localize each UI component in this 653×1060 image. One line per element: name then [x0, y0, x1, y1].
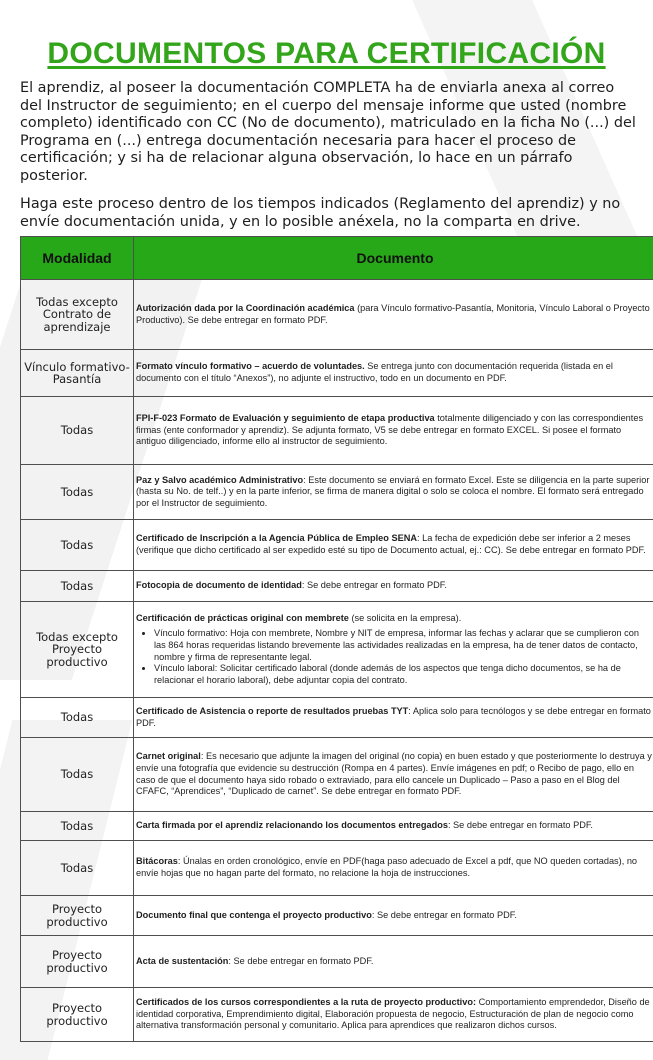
modalidad-cell: Todas	[21, 520, 134, 571]
documento-cell	[134, 602, 653, 698]
table-row	[21, 896, 653, 936]
document-description: totalmente diligenciado y con las correspondientes firmas (ente conformador y aprendiz). Se adjunta formato, V5 se debe entregar en formato EXCEL. Si posee el formato antiguo diligenciado, informe ello al instructor de seguimiento.	[136, 413, 643, 446]
documento-cell	[134, 936, 653, 988]
modalidad-cell: Proyecto productivo	[21, 936, 134, 988]
documents-table	[20, 236, 653, 1042]
modalidad-cell: Todas excepto Contrato de aprendizaje	[21, 280, 134, 350]
documento-cell	[134, 812, 653, 841]
table-header-row	[21, 237, 653, 280]
modalidad-cell: Todas excepto Proyecto productivo	[21, 602, 134, 698]
table-row	[21, 738, 653, 812]
documento-cell	[134, 397, 653, 465]
document-description: Comportamiento emprendedor, Diseño de identidad corporativa, Emprendimiento digital, Elaboración propuesta de negocio, Estructuración de plan de negocio como alternativa transformación personal y comunitario. Aplica para aprendices que realizaron dichos cursos.	[136, 997, 650, 1030]
document-name: Carnet original	[136, 751, 201, 761]
table-row	[21, 465, 653, 520]
table-row	[21, 280, 653, 350]
modalidad-cell: Todas	[21, 841, 134, 896]
document-name: Autorización dada por la Coordinación académica	[136, 303, 355, 313]
requirements-list	[136, 628, 652, 686]
documento-cell	[134, 465, 653, 520]
table-row	[21, 698, 653, 738]
document-description: : Se debe entregar en formato PDF.	[448, 820, 593, 830]
document-name: Certificación de prácticas original con membrete	[136, 613, 349, 623]
document-name: Formato vínculo formativo – acuerdo de voluntades.	[136, 361, 365, 371]
table-row	[21, 350, 653, 397]
documento-cell	[134, 571, 653, 602]
document-description: : Se debe entregar en formato PDF.	[372, 910, 517, 920]
document-description: : La fecha de expedición debe ser inferior a 2 meses (verifique que dicho certificado al ser expedido esté su tipo de Documento actual, ej.: CC). Se debe entregar en formato PDF.	[136, 533, 646, 555]
modalidad-cell: Proyecto productivo	[21, 988, 134, 1042]
modalidad-cell: Todas	[21, 698, 134, 738]
document-description: : Se debe entregar en formato PDF.	[302, 580, 447, 590]
modalidad-cell: Proyecto productivo	[21, 896, 134, 936]
document-name: Documento final que contenga el proyecto productivo	[136, 910, 372, 920]
document-name: Carta firmada por el aprendiz relacionando los documentos entregados	[136, 820, 448, 830]
modalidad-cell: Todas	[21, 465, 134, 520]
modalidad-cell: Todas	[21, 812, 134, 841]
document-description: (para Vínculo formativo-Pasantía, Monitoria, Vínculo Laboral o Proyecto Productivo). Se debe entregar en formato PDF.	[136, 303, 650, 325]
document-description: Se entrega junto con documentación requerida (listada en el documento con el título “Anexos”), no adjunte el instructivo, todo en un documento en PDF.	[136, 361, 613, 383]
document-name: Paz y Salvo académico Administrativo	[136, 475, 303, 485]
column-header-documento: Documento	[134, 237, 653, 280]
document-description: : Se debe entregar en formato PDF.	[228, 956, 373, 966]
documento-cell	[134, 350, 653, 397]
document-description: : Es necesario que adjunte la imagen del original (no copia) en buen estado y que posteriormente lo destruya y envíe una fotografía que evidencie su destrucción (Rompa en 4 partes). Envíe imágenes en pdf; o Recibo de pago, ello en caso de que el documento haya sido robado o extraviado, para ello cancele un Duplicado – Paso a paso en el Blog del CFAFC, “Aprendices”, “Duplicado de carnet”. Se debe entregar en formato PDF.	[136, 751, 652, 796]
table-row	[21, 520, 653, 571]
page-title: DOCUMENTOS PARA CERTIFICACIÓN	[0, 36, 653, 72]
modalidad-cell: Vínculo formativo-Pasantía	[21, 350, 134, 397]
document-name: Bitácoras	[136, 856, 178, 866]
table-row	[21, 602, 653, 698]
document-description: : Únalas en orden cronológico, envíe en PDF(haga paso adecuado de Excel a pdf, que NO queden cortadas), no envíe hojas que no hagan parte del formato, no relacione la hoja de instrucciones.	[136, 856, 637, 878]
document-description: : Este documento se enviará en formato Excel. Este se diligencia en la parte superior (hasta su No. de telf..) y en la parte inferior, se firma de manera digital o solo se coloca el nombre. El formato será entregado por el Instructor de seguimiento.	[136, 475, 649, 508]
document-name: FPI-F-023 Formato de Evaluación y seguimiento de etapa productiva	[136, 413, 435, 423]
documento-cell	[134, 698, 653, 738]
document-name: Certificado de Asistencia o reporte de resultados pruebas TYT	[136, 706, 408, 716]
column-header-modalidad: Modalidad	[21, 237, 134, 280]
document-name: Certificados de los cursos correspondientes a la ruta de proyecto productivo:	[136, 997, 476, 1007]
document-description: (se solicita en la empresa).	[349, 613, 461, 623]
table-row	[21, 841, 653, 896]
table-row	[21, 397, 653, 465]
document-description: : Aplica solo para tecnólogos y se debe entregar en formato PDF.	[136, 706, 651, 728]
intro-paragraph-note: Haga este proceso dentro de los tiempos indicados (Reglamento del aprendiz) y no envíe documentación unida, y en lo posible anéxela, no la comparta en drive.	[20, 196, 640, 231]
document-name: Acta de sustentación	[136, 956, 228, 966]
documento-cell	[134, 738, 653, 812]
modalidad-cell: Todas	[21, 397, 134, 465]
list-item: • Vínculo formativo: Hoja con membrete, Nombre y NIT de empresa, informar las fechas y aclarar que se cumplieron con las 864 horas requeridas listando brevemente las actividades realizadas en la empresa, ha de tener datos de contacto, nombre y firma de representante legal.	[154, 628, 652, 663]
documento-cell	[134, 841, 653, 896]
modalidad-cell: Todas	[21, 738, 134, 812]
documento-cell	[134, 988, 653, 1042]
documento-cell	[134, 520, 653, 571]
intro-paragraph: El aprendiz, al poseer la documentación COMPLETA ha de enviarla anexa al correo del Instructor de seguimiento; en el cuerpo del mensaje informe que usted (nombre completo) identificado con CC (No de documento), matriculado en la ficha No (...) del Programa en (...) entrega documentación necesaria para hacer el proceso de certificación; y si ha de relacionar alguna observación, lo hace en un párrafo posterior.	[20, 80, 640, 186]
document-name: Certificado de Inscripción a la Agencia Pública de Empleo SENA	[136, 533, 417, 543]
document-name: Fotocopia de documento de identidad	[136, 580, 302, 590]
table-row	[21, 988, 653, 1042]
table-row	[21, 936, 653, 988]
modalidad-cell: Todas	[21, 571, 134, 602]
documento-cell	[134, 896, 653, 936]
documento-cell	[134, 280, 653, 350]
table-row	[21, 812, 653, 841]
list-item: • Vínculo laboral: Solicitar certificado laboral (donde además de los aspectos que tenga dicho documentos, se ha de relacionar el horario laboral), debe adjuntar copia del contrato.	[154, 663, 652, 686]
table-row	[21, 571, 653, 602]
